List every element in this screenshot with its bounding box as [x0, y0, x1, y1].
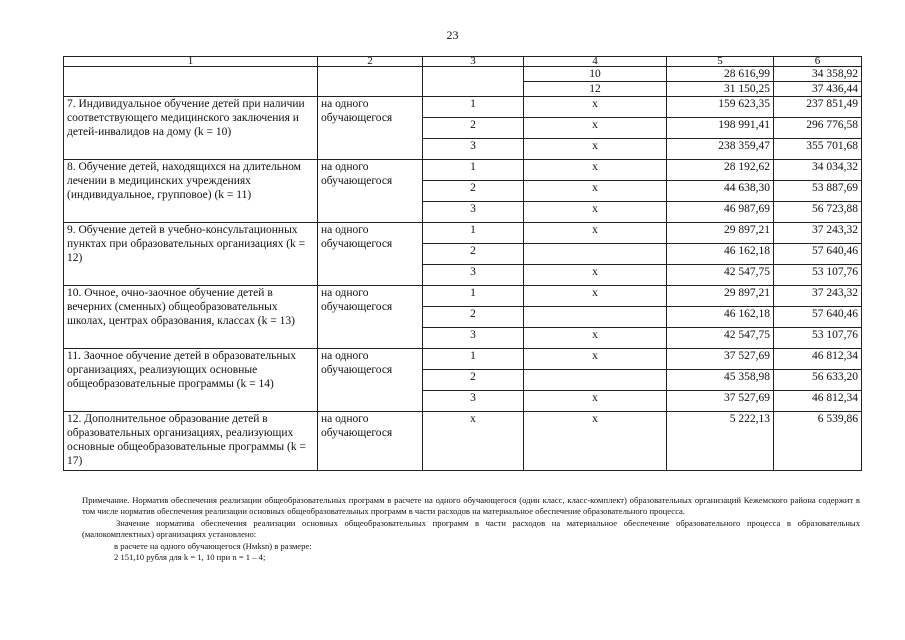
- table-row: [64, 223, 862, 244]
- header-cell: 1: [64, 57, 318, 67]
- level-cell: 1: [423, 286, 524, 307]
- note-paragraph: Значение норматива обеспечения реализации основных общеобразовательных программ в части расходов на материальное обеспечение образовательного процесса в образовательных (малокомплектных) организациях установлено:: [82, 517, 860, 540]
- value-cell: 53 107,76: [774, 265, 862, 286]
- table-row: [64, 412, 862, 471]
- value-cell: 28 192,62: [667, 160, 774, 181]
- value-cell: 46 162,18: [667, 307, 774, 328]
- empty-cell: [423, 67, 524, 97]
- coefficient-cell: х: [524, 412, 667, 471]
- level-cell: 2: [423, 307, 524, 328]
- value-cell: 28 616,99: [667, 67, 774, 82]
- value-cell: 37 527,69: [667, 391, 774, 412]
- header-cell: 5: [667, 57, 774, 67]
- value-cell: 29 897,21: [667, 286, 774, 307]
- value-cell: 29 897,21: [667, 223, 774, 244]
- value-cell: 159 623,35: [667, 97, 774, 118]
- page-number: 23: [446, 28, 459, 42]
- coefficient-cell: х: [524, 97, 667, 118]
- unit-cell: на одного обучающегося: [318, 97, 423, 160]
- level-cell: 1: [423, 349, 524, 370]
- unit-cell: на одного обучающегося: [318, 286, 423, 349]
- size-cell: 10: [524, 67, 667, 82]
- value-cell: 42 547,75: [667, 265, 774, 286]
- value-cell: 57 640,46: [774, 307, 862, 328]
- value-cell: 46 162,18: [667, 244, 774, 265]
- note-paragraph: в расчете на одного обучающегося (Нмksn) в размере:: [114, 540, 312, 551]
- value-cell: 37 527,69: [667, 349, 774, 370]
- value-cell: 6 539,86: [774, 412, 862, 471]
- level-cell: 3: [423, 391, 524, 412]
- level-cell: 1: [423, 97, 524, 118]
- coefficient-cell: [524, 244, 667, 265]
- value-cell: 5 222,13: [667, 412, 774, 471]
- value-cell: 296 776,58: [774, 118, 862, 139]
- level-cell: 2: [423, 370, 524, 391]
- size-cell: 12: [524, 82, 667, 97]
- empty-cell: [64, 67, 318, 97]
- value-cell: 46 812,34: [774, 349, 862, 370]
- level-cell: 1: [423, 160, 524, 181]
- unit-cell: на одного обучающегося: [318, 412, 423, 471]
- value-cell: 42 547,75: [667, 328, 774, 349]
- note-paragraph: Примечание. Норматив обеспечения реализации общеобразовательных программ в расчете на одного обучающегося (один класс, класс-комплект) образовательных организаций Кежемского района содержит в том числе норматив обеспечения реализации основных общеобразовательных программ в части расходов на материальное обеспечение образовательного процесса.: [82, 495, 860, 517]
- table-row: [64, 97, 862, 118]
- value-cell: 198 991,41: [667, 118, 774, 139]
- value-cell: 46 987,69: [667, 202, 774, 223]
- coefficient-cell: х: [524, 118, 667, 139]
- level-cell: 2: [423, 181, 524, 202]
- coefficient-cell: х: [524, 160, 667, 181]
- value-cell: 37 436,44: [774, 82, 862, 97]
- table-row: [64, 286, 862, 307]
- program-name-cell: 10. Очное, очно-заочное обучение детей в вечерних (сменных) общеобразовательных школах, центрах образования, классах (k = 13): [64, 286, 318, 349]
- table-row: [64, 349, 862, 370]
- value-cell: 34 034,32: [774, 160, 862, 181]
- coefficient-cell: [524, 307, 667, 328]
- coefficient-cell: х: [524, 139, 667, 160]
- value-cell: 45 358,98: [667, 370, 774, 391]
- note-paragraph: 2 151,10 рубля для k = 1, 10 при n = 1 – 4;: [114, 552, 266, 563]
- value-cell: 355 701,68: [774, 139, 862, 160]
- level-cell: 2: [423, 118, 524, 139]
- value-cell: 31 150,25: [667, 82, 774, 97]
- program-name-cell: 8. Обучение детей, находящихся на длительном лечении в медицинских учреждениях (индивидуальное, групповое) (k = 11): [64, 160, 318, 223]
- level-cell: 3: [423, 139, 524, 160]
- header-cell: 6: [774, 57, 862, 67]
- header-cell: 3: [423, 57, 524, 67]
- table-row: [64, 160, 862, 181]
- coefficient-cell: х: [524, 286, 667, 307]
- header-cell: 2: [318, 57, 423, 67]
- level-cell: х: [423, 412, 524, 471]
- unit-cell: на одного обучающегося: [318, 160, 423, 223]
- coefficient-cell: х: [524, 181, 667, 202]
- notes-block: [82, 495, 860, 563]
- value-cell: 53 107,76: [774, 328, 862, 349]
- program-name-cell: 12. Дополнительное образование детей в образовательных организациях, реализующих основные общеобразовательные программы (k = 17): [64, 412, 318, 471]
- value-cell: 57 640,46: [774, 244, 862, 265]
- value-cell: 56 633,20: [774, 370, 862, 391]
- coefficient-cell: х: [524, 223, 667, 244]
- value-cell: 44 638,30: [667, 181, 774, 202]
- program-name-cell: 9. Обучение детей в учебно-консультационных пунктах при образовательных организациях (k = 12): [64, 223, 318, 286]
- normatives-table: [63, 56, 862, 471]
- value-cell: 37 243,32: [774, 223, 862, 244]
- empty-cell: [318, 67, 423, 97]
- value-cell: 56 723,88: [774, 202, 862, 223]
- level-cell: 3: [423, 328, 524, 349]
- level-cell: 3: [423, 265, 524, 286]
- level-cell: 1: [423, 223, 524, 244]
- table-header-row: [64, 57, 862, 67]
- value-cell: 237 851,49: [774, 97, 862, 118]
- table-row: [64, 67, 862, 82]
- value-cell: 34 358,92: [774, 67, 862, 82]
- coefficient-cell: х: [524, 265, 667, 286]
- value-cell: 37 243,32: [774, 286, 862, 307]
- coefficient-cell: х: [524, 349, 667, 370]
- value-cell: 238 359,47: [667, 139, 774, 160]
- coefficient-cell: х: [524, 328, 667, 349]
- value-cell: 46 812,34: [774, 391, 862, 412]
- unit-cell: на одного обучающегося: [318, 223, 423, 286]
- coefficient-cell: х: [524, 202, 667, 223]
- coefficient-cell: х: [524, 391, 667, 412]
- coefficient-cell: [524, 370, 667, 391]
- program-name-cell: 7. Индивидуальное обучение детей при наличии соответствующего медицинского заключения и детей-инвалидов на дому (k = 10): [64, 97, 318, 160]
- value-cell: 53 887,69: [774, 181, 862, 202]
- level-cell: 2: [423, 244, 524, 265]
- unit-cell: на одного обучающегося: [318, 349, 423, 412]
- program-name-cell: 11. Заочное обучение детей в образовательных организациях, реализующих основные общеобразовательные программы (k = 14): [64, 349, 318, 412]
- level-cell: 3: [423, 202, 524, 223]
- header-cell: 4: [524, 57, 667, 67]
